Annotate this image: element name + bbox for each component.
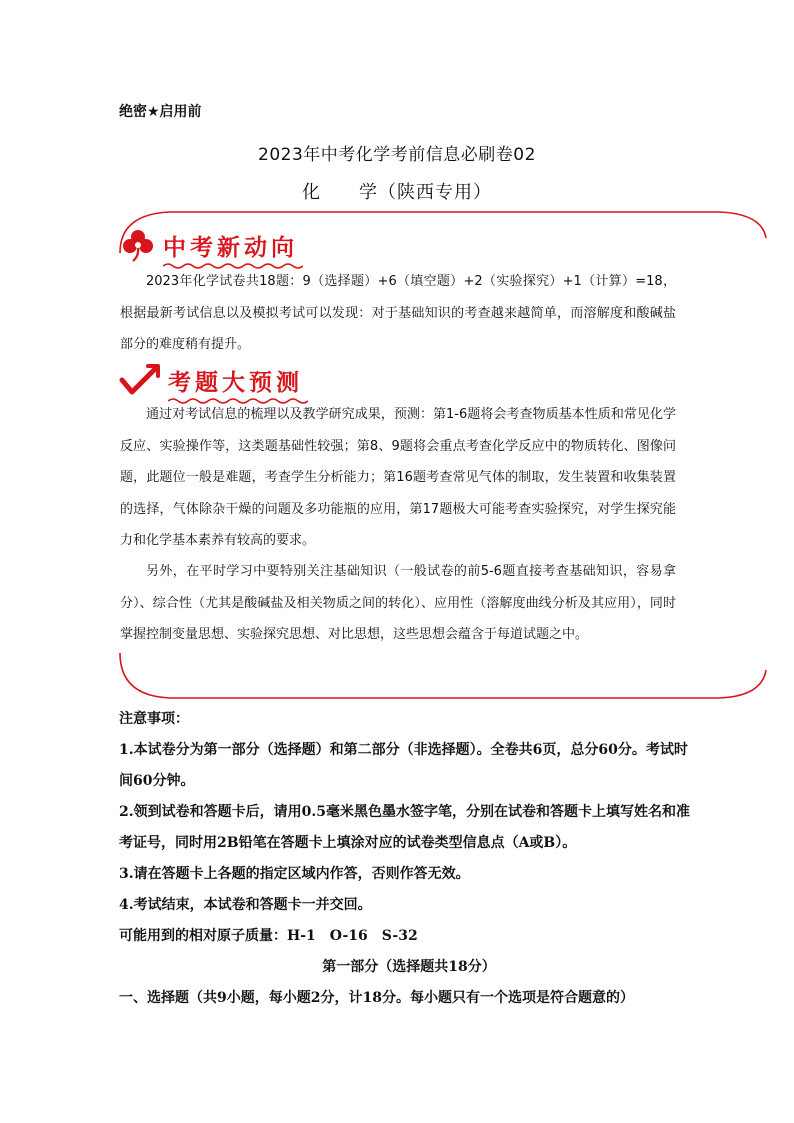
section1-title: 中考新动向 <box>163 234 298 261</box>
paper-subtitle: 化 学（陕西专用） <box>302 182 492 203</box>
section2-paragraph-1: 通过对考试信息的梳理以及教学研究成果，预测：第1-6题将会考查物质基本性质和常见化学反应、实验操作等，这类题基础性较强；第8、9题将会重点考查化学反应中的物质转化、图像问题，此题位一般是难题，考查学生分析能力；第16题考查常见气体的制取，发生装置和收集装置的选择，气体除杂干燥的问题及多功能瓶的应用，第17题极大可能考查实验探究，对学生探究能力和化学基本素养有较高的要求。 <box>120 407 676 548</box>
clover-icon <box>121 228 155 262</box>
question-section-heading: 一、选择题（共9小题，每小题2分，计18分。每小题只有一个选项是符合题意的） <box>119 990 634 1006</box>
exam-notes <box>119 704 699 1014</box>
section2-title: 考题大预测 <box>168 369 303 396</box>
note-item: 3.请在答题卡上各题的指定区域内作答，否则作答无效。 <box>119 866 470 882</box>
note-item: 4.考试结束，本试卷和答题卡一并交回。 <box>119 897 372 913</box>
note-item: 2.领到试卷和答题卡后，请用0.5毫米黑色墨水签字笔，分别在试卷和答题卡上填写姓名和准考证号，同时用2B铅笔在答题卡上填涂对应的试卷类型信息点（A或B）。 <box>119 804 690 851</box>
check-arrow-icon <box>118 362 162 398</box>
section2-paragraph-2: 另外，在平时学习中要特别关注基础知识（一般试卷的前5-6题直接考查基础知识，容易拿分）、综合性（尤其是酸碱盐及相关物质之间的转化）、应用性（溶解度曲线分析及其应用），同时掌握控制变量思想、实验探究思想、对比思想，这些思想会蕴含于每道试题之中。 <box>120 564 676 642</box>
part1-heading: 第一部分（选择题共18分） <box>322 959 496 975</box>
atomic-mass-line: 可能用到的相对原子质量：H-1 O-16 S-32 <box>119 928 418 944</box>
section-heading-forecast <box>118 362 303 398</box>
notes-title: 注意事项： <box>119 711 189 727</box>
secret-label: 绝密★启用前 <box>119 104 202 120</box>
section1-paragraph: 2023年化学试卷共18题：9（选择题）+6（填空题）+2（实验探究）+1（计算）=18，根据最新考试信息以及模拟考试可以发现：对于基础知识的考查越来越简单，而溶解度和酸碱盐部分的难度稍有提升。 <box>120 274 676 352</box>
note-item: 1.本试卷分为第一部分（选择题）和第二部分（非选择题）。全卷共6页，总分60分。考试时间60分钟。 <box>119 742 688 789</box>
paper-title: 2023年中考化学考前信息必刷卷02 <box>258 145 536 165</box>
section-heading-trend <box>121 228 298 262</box>
